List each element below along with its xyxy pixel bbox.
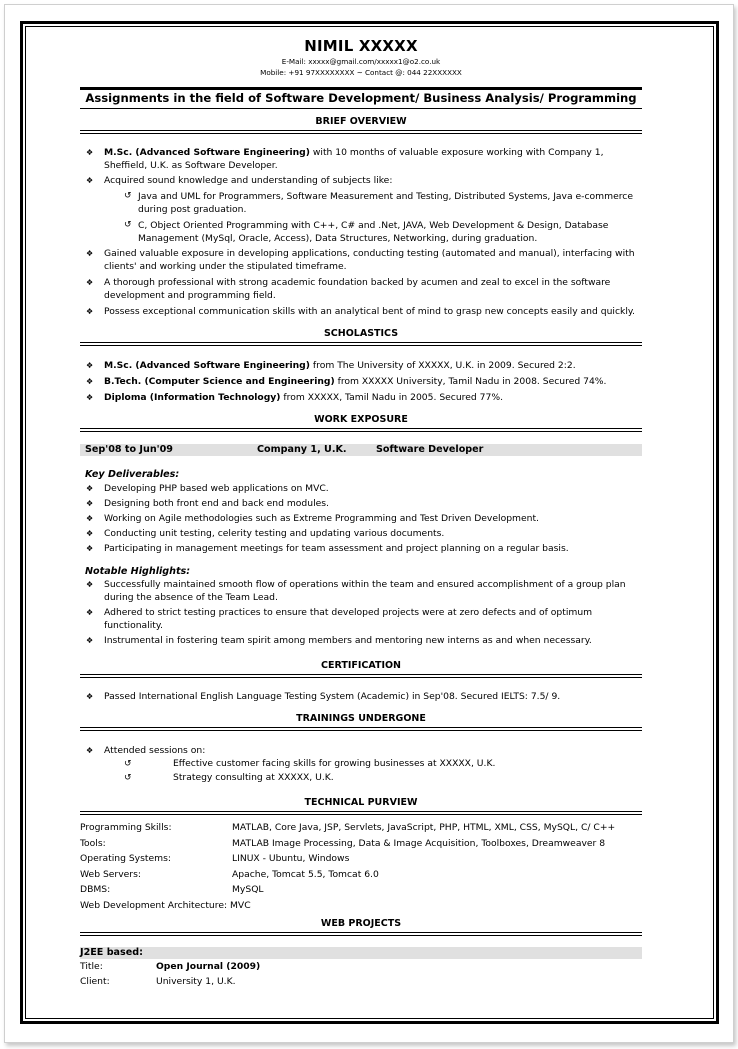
diamond-bullet-icon: ❖ [86,608,94,617]
list-item-text: Gained valuable exposure in developing applications, conducting testing (automated and manual), interfacing with clients' and working under the stipulated timeframe. [104,248,635,272]
list-item-text: from XXXXX, Tamil Nadu in 2005. Secured 77%. [280,392,504,403]
job-company: Company 1, U.K. [257,444,347,455]
tech-key: Operating Systems: [80,853,171,865]
job-bar [80,444,642,456]
list-item-text: Designing both front end and back end modules. [104,498,329,509]
section-heading-scholastics: SCHOLASTICS [80,328,642,343]
degree-bold: M.Sc. (Advanced Software Engineering) [104,147,310,158]
diamond-bullet-icon: ❖ [86,746,94,755]
trainings-list [80,757,642,785]
diamond-bullet-icon: ❖ [86,148,94,157]
table-row [80,974,260,989]
tech-value: LINUX - Ubuntu, Windows [232,853,350,865]
list-item [80,496,642,511]
list-item-text: A thorough professional with strong academic foundation backed by acumen and zeal to excel in the software development and programming field. [104,277,611,301]
technical-table [80,820,615,914]
diamond-bullet-icon: ❖ [86,692,94,701]
project-title-value: Open Journal (2009) [156,960,261,972]
list-item [80,526,642,541]
diamond-bullet-icon: ❖ [86,278,94,287]
diamond-bullet-icon: ❖ [86,544,94,553]
list-item [80,606,642,632]
circle-arrow-icon: ↺ [124,191,132,201]
diamond-bullet-icon: ❖ [86,529,94,538]
diamond-bullet-icon: ❖ [86,377,94,386]
list-item [80,578,642,604]
list-item [80,174,642,245]
scholastics-list [80,358,642,406]
list-item-text: Acquired sound knowledge and understanding of subjects like: [104,175,393,186]
circle-arrow-icon: ↺ [124,759,132,769]
list-item [80,276,642,302]
deliverables-list [80,481,642,556]
tech-key: Tools: [80,837,106,849]
list-item [80,358,642,374]
tech-value: MATLAB, Core Java, JSP, Servlets, JavaScript, PHP, HTML, XML, CSS, MySQL, C/ C++ [232,822,616,833]
table-row [80,820,615,836]
diamond-bullet-icon: ❖ [86,249,94,258]
list-item [80,305,642,318]
candidate-name: NIMIL XXXXX [304,37,418,55]
certification-list [80,690,642,703]
diamond-bullet-icon: ❖ [86,499,94,508]
trainings-intro-list [80,744,642,757]
list-item-text: from XXXXX University, Tamil Nadu in 2008. Secured 74%. [334,376,607,387]
table-row [80,959,260,974]
list-item [80,634,642,647]
list-item-text: Working on Agile methodologies such as Extreme Programming and Test Driven Development. [104,513,539,524]
mobile-line: Mobile: +91 97XXXXXXXX ~ Contact @: 044 22XXXXXX [260,68,462,77]
list-item [80,219,642,245]
resume-content [80,36,642,989]
notable-highlights-heading: Notable Highlights: [85,566,191,577]
project-title-label: Title: [80,960,103,972]
job-role: Software Developer [376,444,484,455]
list-item-text: C, Object Oriented Programming with C++, C# and .Net, JAVA, Web Development & Design, Database Management (MySql, Oracle, Access), Data Structures, Networking, during graduation. [138,220,609,244]
table-row [80,867,615,883]
job-period: Sep'08 to Jun'09 [85,444,173,455]
section-heading-trainings: TRAININGS UNDERGONE [80,713,642,728]
list-item-text: Successfully maintained smooth flow of operations within the team and ensured accomplishment of a group plan during the absence of the Team Lead. [104,579,626,603]
list-item-text: Java and UML for Programmers, Software Measurement and Testing, Distributed Systems, Java e-commerce during post graduation. [138,191,633,215]
list-item-text: Passed International English Language Testing System (Academic) in Sep'08. Secured IELTS: 7.5/ 9. [104,691,561,702]
list-item-text: Developing PHP based web applications on MVC. [104,483,329,494]
tech-key: DBMS: [80,884,111,896]
brief-overview-list [80,146,642,318]
diamond-bullet-icon: ❖ [86,514,94,523]
diamond-bullet-icon: ❖ [86,176,94,185]
circle-arrow-icon: ↺ [124,220,132,230]
table-row [80,898,615,914]
list-item [80,744,642,757]
tech-value: MySQL [232,884,264,896]
table-row [80,851,615,867]
project-table [80,959,260,989]
section-heading-technical: TECHNICAL PURVIEW [80,797,642,812]
subjects-sublist [80,190,642,245]
list-item-text: Instrumental in fostering team spirit among members and mentoring new interns as and when necessary. [104,635,592,646]
list-item-text: Strategy consulting at XXXXX, U.K. [173,772,334,783]
list-item [80,374,642,390]
diamond-bullet-icon: ❖ [86,393,94,402]
list-item-text: Adhered to strict testing practices to ensure that developed projects were at zero defects and of optimum functionality. [104,607,593,631]
section-heading-brief-overview: BRIEF OVERVIEW [80,116,642,131]
degree-bold: B.Tech. (Computer Science and Engineering) [104,376,335,387]
tech-key: Web Servers: [80,868,141,880]
list-item-text: Participating in management meetings for team assessment and project planning on a regular basis. [104,543,569,554]
degree-bold: Diploma (Information Technology) [104,392,281,403]
project-category: J2EE based: [80,946,143,958]
list-item [80,146,642,172]
list-item [80,247,642,273]
diamond-bullet-icon: ❖ [86,361,94,370]
list-item-text: Conducting unit testing, celerity testing and updating various documents. [104,528,445,539]
diamond-bullet-icon: ❖ [86,580,94,589]
list-item [80,541,642,556]
email-line: E-Mail: xxxxx@gmail.com/xxxxx1@o2.co.uk [281,57,441,66]
list-item [80,511,642,526]
list-item-text: with 10 months of valuable exposure working with Company 1, Sheffield, U.K. as Software Developer. [104,147,604,171]
section-heading-certification: CERTIFICATION [80,660,642,675]
section-heading-work-exposure: WORK EXPOSURE [80,414,642,429]
assignments-title: Assignments in the field of Software Development/ Business Analysis/ Programming [85,91,637,105]
diamond-bullet-icon: ❖ [86,636,94,645]
project-client-label: Client: [80,975,110,987]
tech-value: MATLAB Image Processing, Data & Image Acquisition, Toolboxes, Dreamweaver 8 [232,837,606,849]
diamond-bullet-icon: ❖ [86,307,94,316]
tech-value: Apache, Tomcat 5.5, Tomcat 6.0 [232,868,379,880]
tech-row-web-architecture: Web Development Architecture: MVC [80,899,251,911]
list-item [80,690,642,703]
degree-bold: M.Sc. (Advanced Software Engineering) [104,360,310,371]
list-item [80,771,642,785]
list-item [80,481,642,496]
list-item-text: Possess exceptional communication skills with an analytical bent of mind to grasp new concepts easily and quickly. [104,306,635,317]
project-category-bar [80,947,642,959]
project-client-value: University 1, U.K. [156,975,236,987]
list-item [80,757,642,771]
list-item-text: from The University of XXXXX, U.K. in 2009. Secured 2:2. [309,360,576,371]
circle-arrow-icon: ↺ [124,773,132,783]
list-item-text: Effective customer facing skills for growing businesses at XXXXX, U.K. [173,758,496,769]
list-item [80,190,642,216]
section-heading-web-projects: WEB PROJECTS [80,918,642,933]
list-item-text: Attended sessions on: [104,745,206,756]
tech-key: Programming Skills: [80,822,172,833]
table-row [80,836,615,852]
key-deliverables-heading: Key Deliverables: [85,469,180,480]
table-row [80,882,615,898]
list-item [80,390,642,406]
highlights-list [80,578,642,647]
diamond-bullet-icon: ❖ [86,484,94,493]
assignments-banner [80,87,642,109]
